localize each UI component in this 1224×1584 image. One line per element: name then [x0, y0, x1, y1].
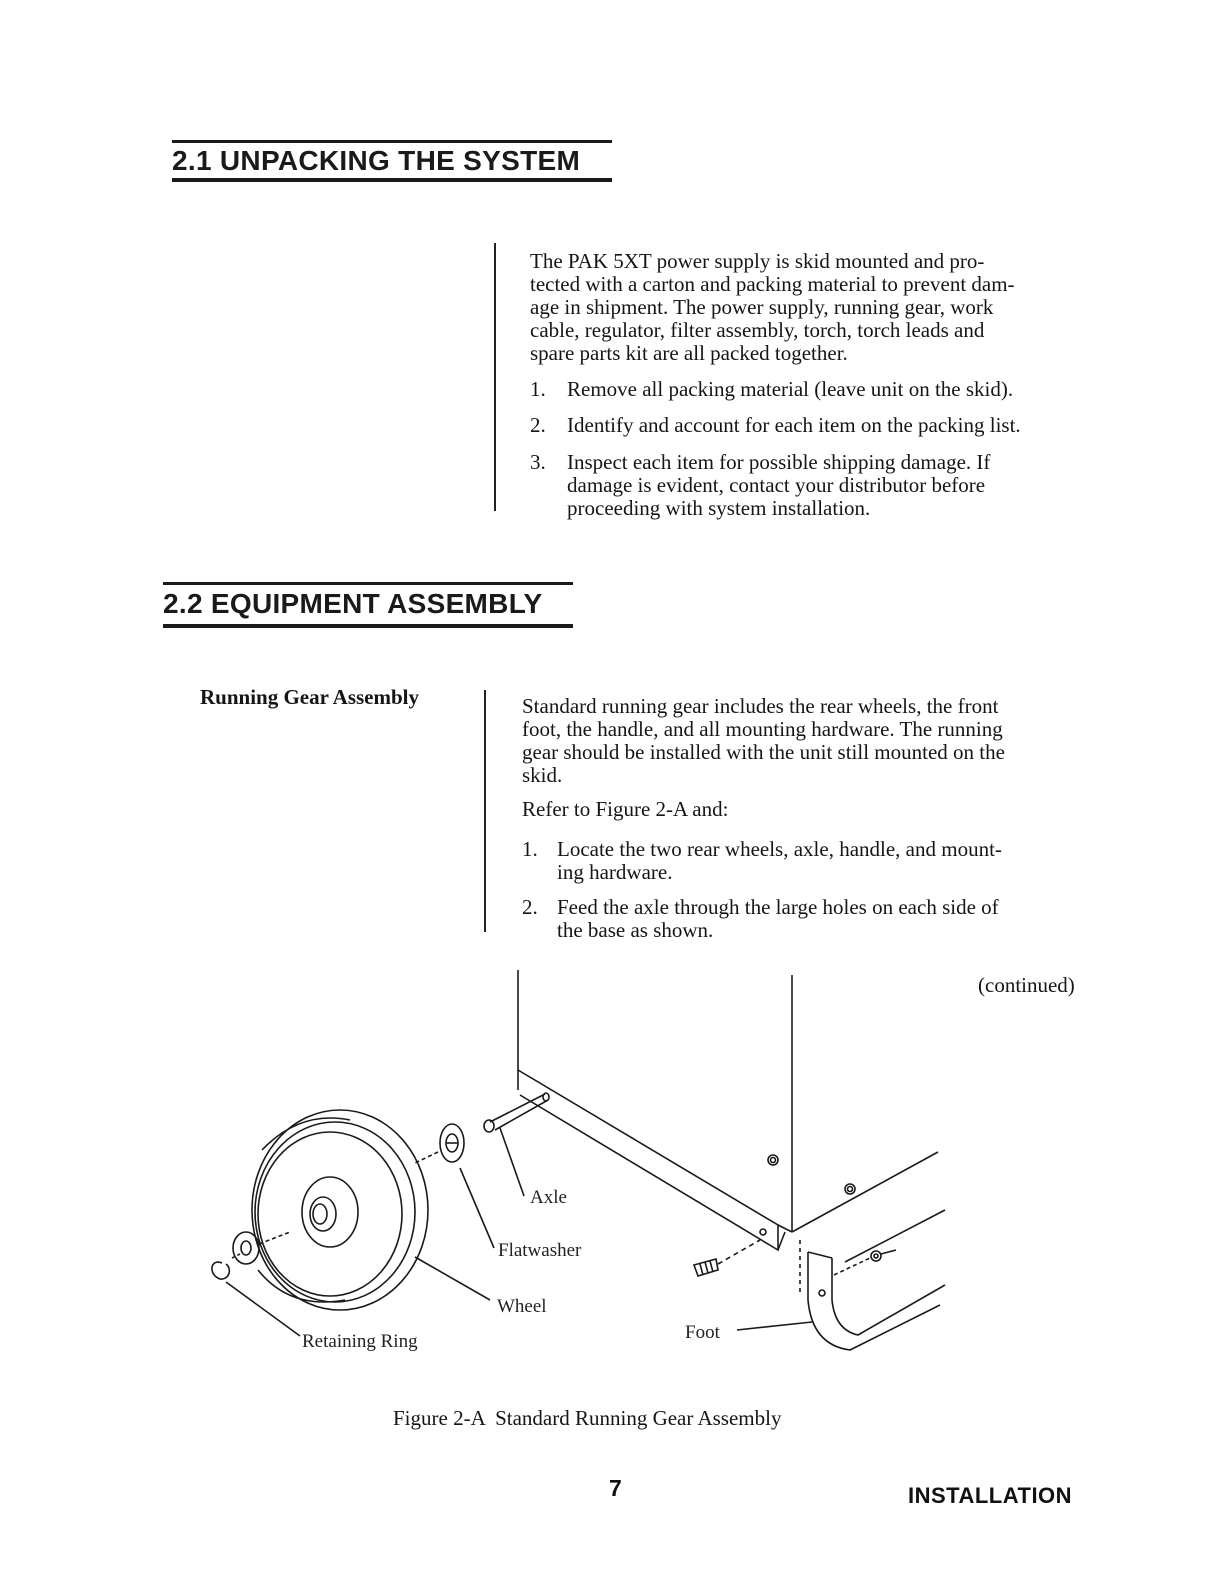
- text-line: spare parts kit are all packed together.: [530, 341, 848, 365]
- retaining-ring-icon: [212, 1262, 229, 1279]
- text-line: cable, regulator, filter assembly, torch, torch leads and: [530, 318, 985, 342]
- wheel-label: Wheel: [497, 1296, 547, 1317]
- foot-leader: [737, 1322, 812, 1330]
- text-line: The PAK 5XT power supply is skid mounted and pro-: [530, 249, 985, 273]
- cabinet-side-bottom: [792, 1152, 938, 1232]
- flatwasher-label: Flatwasher: [498, 1240, 582, 1261]
- retaining-ring-leader: [226, 1282, 300, 1336]
- section-label: INSTALLATION: [908, 1483, 1073, 1508]
- wheel-leader: [415, 1257, 490, 1300]
- foot-bracket: [808, 1252, 940, 1350]
- section-2-heading: 2.2 EQUIPMENT ASSEMBLY: [163, 588, 543, 619]
- text-line: Inspect each item for possible shipping damage. If: [567, 450, 991, 474]
- cabinet-base-rail: [518, 1070, 778, 1250]
- retaining-ring-label: Retaining Ring: [302, 1331, 418, 1352]
- axle-label: Axle: [530, 1187, 567, 1208]
- screw-icon: [768, 1155, 778, 1165]
- text-line: foot, the handle, and all mounting hardware. The running: [522, 717, 1003, 741]
- text-line: Identify and account for each item on the packing list.: [567, 413, 1021, 437]
- continued-label: (continued): [978, 973, 1075, 997]
- flatwasher-outer: [233, 1232, 259, 1264]
- side-heading: Running Gear Assembly: [200, 685, 419, 709]
- text-line: the base as shown.: [557, 918, 714, 942]
- text-line: Remove all packing material (leave unit on the skid).: [567, 377, 1014, 401]
- flatwasher-leader: [460, 1168, 494, 1248]
- foot-hole: [819, 1290, 825, 1296]
- axle: [490, 1094, 548, 1130]
- text-line: Feed the axle through the large holes on each side of: [557, 895, 999, 919]
- refer-line: Refer to Figure 2-A and:: [522, 797, 729, 821]
- section-1-heading: 2.1 UNPACKING THE SYSTEM: [172, 145, 581, 176]
- step-number: 1.: [530, 377, 546, 401]
- text-line: tected with a carton and packing material to prevent dam-: [530, 272, 1015, 296]
- nut-icon: [871, 1251, 881, 1261]
- step-number: 1.: [522, 837, 538, 861]
- text-line: ing hardware.: [557, 860, 673, 884]
- step-number: 3.: [530, 450, 546, 474]
- step-number: 2.: [530, 413, 546, 437]
- step-number: 2.: [522, 895, 538, 919]
- text-line: skid.: [522, 763, 563, 787]
- text-line: age in shipment. The power supply, running gear, work: [530, 295, 994, 319]
- text-line: Standard running gear includes the rear wheels, the front: [522, 694, 999, 718]
- axle-leader: [500, 1128, 524, 1196]
- page-number: 7: [609, 1475, 622, 1501]
- screw-icon: [845, 1184, 855, 1194]
- text-line: gear should be installed with the unit still mounted on the: [522, 740, 1005, 764]
- text-line: damage is evident, contact your distributor before: [567, 473, 986, 497]
- axle-hole: [760, 1229, 766, 1235]
- text-line: Locate the two rear wheels, axle, handle, and mount-: [557, 837, 1002, 861]
- foot-label: Foot: [685, 1322, 720, 1343]
- figure-caption: Figure 2-A Standard Running Gear Assembly: [393, 1406, 782, 1430]
- text-line: proceeding with system installation.: [567, 496, 871, 520]
